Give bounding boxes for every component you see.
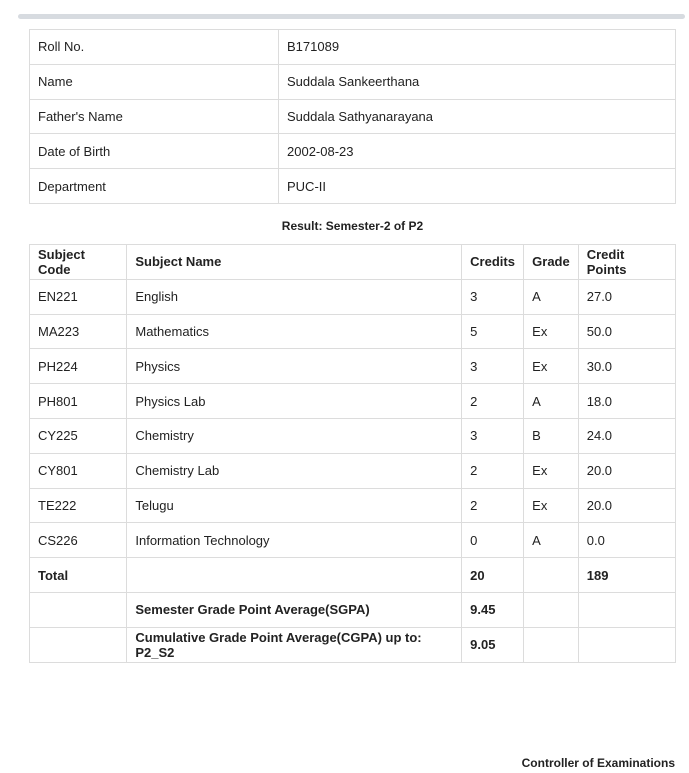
info-value: PUC-II bbox=[279, 169, 676, 204]
subject-name-cell: Mathematics bbox=[127, 314, 462, 349]
header-subject-code: Subject Code bbox=[30, 245, 127, 280]
credits-cell: 3 bbox=[462, 349, 524, 384]
cgpa-empty-points bbox=[578, 627, 675, 662]
subject-name-cell: Chemistry bbox=[127, 418, 462, 453]
cgpa-empty-grade bbox=[524, 627, 579, 662]
cgpa-value: 9.05 bbox=[462, 627, 524, 662]
grade-cell: Ex bbox=[524, 349, 579, 384]
total-label: Total bbox=[30, 558, 127, 593]
sgpa-value: 9.45 bbox=[462, 592, 524, 627]
grade-cell: A bbox=[524, 384, 579, 419]
credit-points-cell: 18.0 bbox=[578, 384, 675, 419]
info-label: Department bbox=[30, 169, 279, 204]
info-row bbox=[30, 169, 676, 204]
cgpa-label: Cumulative Grade Point Average(CGPA) up to: P2_S2 bbox=[127, 627, 462, 662]
results-table bbox=[29, 244, 676, 663]
info-row bbox=[30, 99, 676, 134]
subject-name-cell: Chemistry Lab bbox=[127, 453, 462, 488]
credits-cell: 2 bbox=[462, 488, 524, 523]
info-label: Roll No. bbox=[30, 30, 279, 65]
info-label: Date of Birth bbox=[30, 134, 279, 169]
table-row bbox=[30, 418, 676, 453]
table-row bbox=[30, 523, 676, 558]
credit-points-cell: 50.0 bbox=[578, 314, 675, 349]
credits-cell: 2 bbox=[462, 384, 524, 419]
credits-cell: 0 bbox=[462, 523, 524, 558]
credit-points-cell: 30.0 bbox=[578, 349, 675, 384]
cgpa-empty-cell bbox=[30, 627, 127, 662]
results-header-row bbox=[30, 245, 676, 280]
credit-points-cell: 20.0 bbox=[578, 453, 675, 488]
sgpa-empty-points bbox=[578, 592, 675, 627]
grade-cell: Ex bbox=[524, 314, 579, 349]
grade-cell: A bbox=[524, 279, 579, 314]
header-grade: Grade bbox=[524, 245, 579, 280]
sgpa-empty-grade bbox=[524, 592, 579, 627]
subject-name-cell: Information Technology bbox=[127, 523, 462, 558]
info-row bbox=[30, 30, 676, 65]
info-row bbox=[30, 134, 676, 169]
top-divider-bar bbox=[18, 14, 685, 19]
subject-name-cell: English bbox=[127, 279, 462, 314]
info-label: Father's Name bbox=[30, 99, 279, 134]
subject-code-cell: TE222 bbox=[30, 488, 127, 523]
credit-points-cell: 0.0 bbox=[578, 523, 675, 558]
table-row bbox=[30, 279, 676, 314]
grade-cell: A bbox=[524, 523, 579, 558]
credits-cell: 3 bbox=[462, 279, 524, 314]
credits-cell: 3 bbox=[462, 418, 524, 453]
info-value: 2002-08-23 bbox=[279, 134, 676, 169]
subject-code-cell: CY225 bbox=[30, 418, 127, 453]
credits-cell: 2 bbox=[462, 453, 524, 488]
total-empty-cell bbox=[127, 558, 462, 593]
table-row bbox=[30, 314, 676, 349]
header-credits: Credits bbox=[462, 245, 524, 280]
header-subject-name: Subject Name bbox=[127, 245, 462, 280]
subject-code-cell: EN221 bbox=[30, 279, 127, 314]
subject-name-cell: Physics bbox=[127, 349, 462, 384]
subject-code-cell: MA223 bbox=[30, 314, 127, 349]
subject-code-cell: PH801 bbox=[30, 384, 127, 419]
subject-code-cell: CS226 bbox=[30, 523, 127, 558]
credit-points-cell: 20.0 bbox=[578, 488, 675, 523]
total-credit-points: 189 bbox=[578, 558, 675, 593]
cgpa-row bbox=[30, 627, 676, 662]
result-caption: Result: Semester-2 of P2 bbox=[281, 219, 424, 233]
student-info-table bbox=[29, 29, 676, 204]
sgpa-row bbox=[30, 592, 676, 627]
header-credit-points: Credit Points bbox=[578, 245, 675, 280]
sgpa-label: Semester Grade Point Average(SGPA) bbox=[127, 592, 462, 627]
info-row bbox=[30, 64, 676, 99]
info-value: B171089 bbox=[279, 30, 676, 65]
subject-code-cell: CY801 bbox=[30, 453, 127, 488]
info-value: Suddala Sankeerthana bbox=[279, 64, 676, 99]
controller-signature-label: Controller of Examinations bbox=[521, 756, 675, 770]
table-row bbox=[30, 488, 676, 523]
grade-cell: B bbox=[524, 418, 579, 453]
subject-code-cell: PH224 bbox=[30, 349, 127, 384]
table-row bbox=[30, 384, 676, 419]
grade-cell: Ex bbox=[524, 453, 579, 488]
table-row bbox=[30, 349, 676, 384]
credits-cell: 5 bbox=[462, 314, 524, 349]
credit-points-cell: 24.0 bbox=[578, 418, 675, 453]
total-grade-empty bbox=[524, 558, 579, 593]
credit-points-cell: 27.0 bbox=[578, 279, 675, 314]
subject-name-cell: Physics Lab bbox=[127, 384, 462, 419]
total-credits: 20 bbox=[462, 558, 524, 593]
subject-name-cell: Telugu bbox=[127, 488, 462, 523]
grade-cell: Ex bbox=[524, 488, 579, 523]
sgpa-empty-cell bbox=[30, 592, 127, 627]
table-row bbox=[30, 453, 676, 488]
info-label: Name bbox=[30, 64, 279, 99]
total-row bbox=[30, 558, 676, 593]
info-value: Suddala Sathyanarayana bbox=[279, 99, 676, 134]
